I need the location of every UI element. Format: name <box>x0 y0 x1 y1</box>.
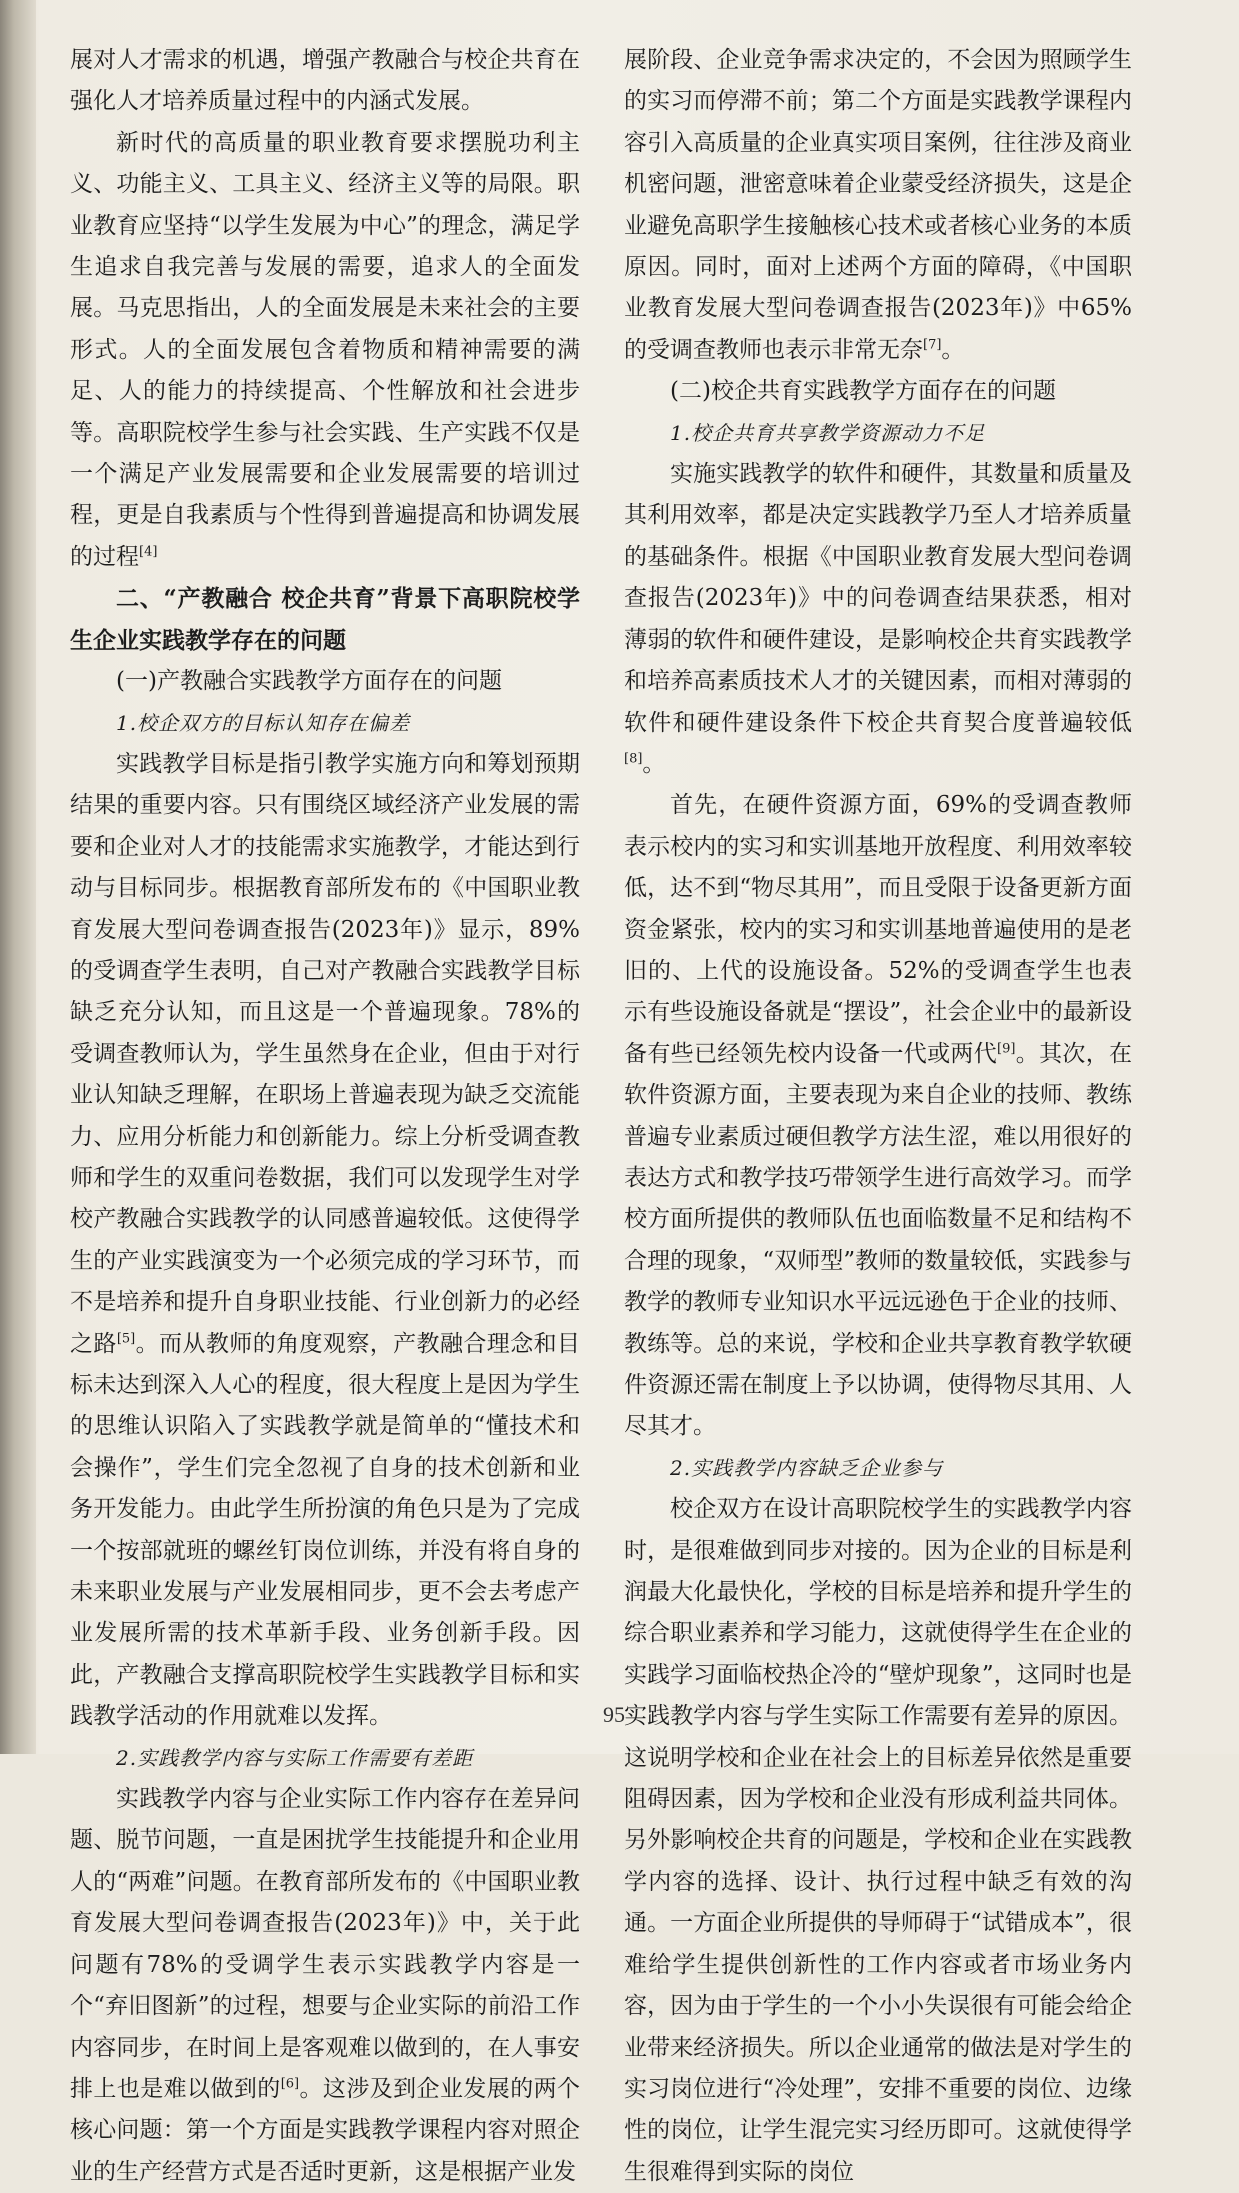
paragraph: 首先，在硬件资源方面，69%的受调查教师表示校内的实习和实训基地开放程度、利用效率较低，达不到“物尽其用”，而且受限于设备更新方面资金紧张，校内的实习和实训基地普遍使用的是老旧的、上代的设施设备。52%的受调查学生也表示有些设施设备就是“摆设”，社会企业中的最新设备有些已经领先校内设备一代或两代[9]。其次，在软件资源方面，主要表现为来自企业的技师、教练普遍专业素质过硬但教学方法生涩，难以用很好的表达方式和教学技巧带领学生进行高效学习。而学校方面所提供的教师队伍也面临数量不足和结构不合理的现象，“双师型”教师的数量较低，实践参与教学的教师专业知识水平远远逊色于企业的技师、教练等。总的来说，学校和企业共享教育教学软硬件资源还需在制度上予以协调，使得物尽其用、人尽其才。 <box>624 792 1133 1440</box>
paragraph: 展对人才需求的机遇，增强产教融合与校企共育在强化人才培养质量过程中的内涵式发展。 <box>70 47 580 115</box>
subsubsection-heading: 1.校企双方的目标认知存在偏差 <box>116 710 411 735</box>
citation: [9] <box>997 1041 1016 1057</box>
subsubsection-heading: 1.校企共育共享教学资源动力不足 <box>670 420 986 445</box>
citation: [8] <box>624 751 643 767</box>
citation: [6] <box>280 2076 300 2092</box>
section-heading: 二、“产教融合 校企共育”背景下高职院校学生企业实践教学存在的问题 <box>70 585 580 654</box>
paragraph: 校企双方在设计高职院校学生的实践教学内容时，是很难做到同步对接的。因为企业的目标是利润最大化最快化，学校的目标是培养和提升学生的综合职业素养和学习能力，这就使得学生在企业的实践学习面临校热企冷的“壁炉现象”，这同时也是实践教学内容与学生实际工作需要有差异的原因。这说明学校和企业在社会上的目标差异依然是重要阻碍因素，因为学校和企业没有形成利益共同体。另外影响校企共育的问题是，学校和企业在实践教学内容的选择、设计、执行过程中缺乏有效的沟通。一方面企业所提供的导师碍于“试错成本”，很难给学生提供创新性的工作内容或者市场业务内容，因为由于学生的一个小小失误很有可能会给企业带来经济损失。所以企业通常的做法是对学生的实习岗位进行“冷处理”，安排不重要的岗位、边缘性的岗位，让学生混完实习经历即可。这就使得学生很难得到实际的岗位 <box>624 1496 1132 2185</box>
right-column <box>624 40 1132 2193</box>
citation: [7] <box>923 337 942 353</box>
left-column <box>70 40 580 2193</box>
citation: [5] <box>116 1330 136 1346</box>
subsubsection-heading: 2.实践教学内容缺乏企业参与 <box>670 1455 944 1480</box>
subsection-heading: (二)校企共育实践教学方面存在的问题 <box>670 378 1056 405</box>
citation: [4] <box>139 544 158 560</box>
paragraph: 实践教学内容与企业实际工作内容存在差异问题、脱节问题，一直是困扰学生技能提升和企业用人的“两难”问题。在教育部所发布的《中国职业教育发展大型问卷调查报告(2023年)》中，关于此问题有78%的受调学生表示实践教学内容是一个“弃旧图新”的过程，想要与企业实际的前沿工作内容同步，在时间上是客观难以做到的，在人事安排上也是难以做到的[6]。这涉及到企业发展的两个核心问题：第一个方面是实践教学课程内容对照企业的生产经营方式是否适时更新，这是根据产业发 <box>70 1786 581 2185</box>
book-binding-shadow <box>0 0 36 1754</box>
page-number: 95 <box>603 1702 625 1727</box>
paragraph: 实践教学目标是指引教学实施方向和筹划预期结果的重要内容。只有围绕区域经济产业发展的需要和企业对人才的技能需求实施教学，才能达到行动与目标同步。根据教育部所发布的《中国职业教育发展大型问卷调查报告(2023年)》显示，89%的受调查学生表明，自己对产教融合实践教学目标缺乏充分认知，而且这是一个普遍现象。78%的受调查教师认为，学生虽然身在企业，但由于对行业认知缺乏理解，在职场上普遍表现为缺乏交流能力、应用分析能力和创新能力。综上分析受调查教师和学生的双重问卷数据，我们可以发现学生对学校产教融合实践教学的认同感普遍较低。这使得学生的产业实践演变为一个必须完成的学习环节，而不是培养和提升自身职业技能、行业创新力的必经之路[5]。而从教师的角度观察，产教融合理念和目标未达到深入人心的程度，很大程度上是因为学生的思维认识陷入了实践教学就是简单的“懂技术和会操作”，学生们完全忽视了自身的技术创新和业务开发能力。由此学生所扮演的角色只是为了完成一个按部就班的螺丝钉岗位训练，并没有将自身的未来职业发展与产业发展相同步，更不会去考虑产业发展所需的技术革新手段、业务创新手段。因此，产教融合支撑高职院校学生实践教学目标和实践教学活动的作用就难以发挥。 <box>70 750 581 1730</box>
paragraph: 实施实践教学的软件和硬件，其数量和质量及其利用效率，都是决定实践教学乃至人才培养质量的基础条件。根据《中国职业教育发展大型问卷调查报告(2023年)》中的问卷调查结果获悉，相对薄弱的软件和硬件建设，是影响校企共育实践教学和培养高素质技术人才的关键因素，而相对薄弱的软件和硬件建设条件下校企共育契合度普遍较低[8]。 <box>624 461 1132 777</box>
subsection-heading: (一)产教融合实践教学方面存在的问题 <box>116 668 502 695</box>
paragraph: 新时代的高质量的职业教育要求摆脱功利主义、功能主义、工具主义、经济主义等的局限。职业教育应坚持“以学生发展为中心”的理念，满足学生追求自我完善与发展的需要，追求人的全面发展。马克思指出，人的全面发展是未来社会的主要形式。人的全面发展包含着物质和精神需要的满足、人的能力的持续提高、个性解放和社会进步等。高职院校学生参与社会实践、生产实践不仅是一个满足产业发展需要和企业发展需要的培训过程，更是自我素质与个性得到普遍提高和协调发展的过程[4] <box>70 129 580 570</box>
paragraph: 展阶段、企业竞争需求决定的，不会因为照顾学生的实习而停滞不前；第二个方面是实践教学课程内容引入高质量的企业真实项目案例，往往涉及商业机密问题，泄密意味着企业蒙受经济损失，这是企业避免高职学生接触核心技术或者核心业务的本质原因。同时，面对上述两个方面的障碍，《中国职业教育发展大型问卷调查报告(2023年)》中65%的受调查教师也表示非常无奈[7]。 <box>624 47 1132 363</box>
subsubsection-heading: 2.实践教学内容与实际工作需要有差距 <box>116 1745 474 1770</box>
